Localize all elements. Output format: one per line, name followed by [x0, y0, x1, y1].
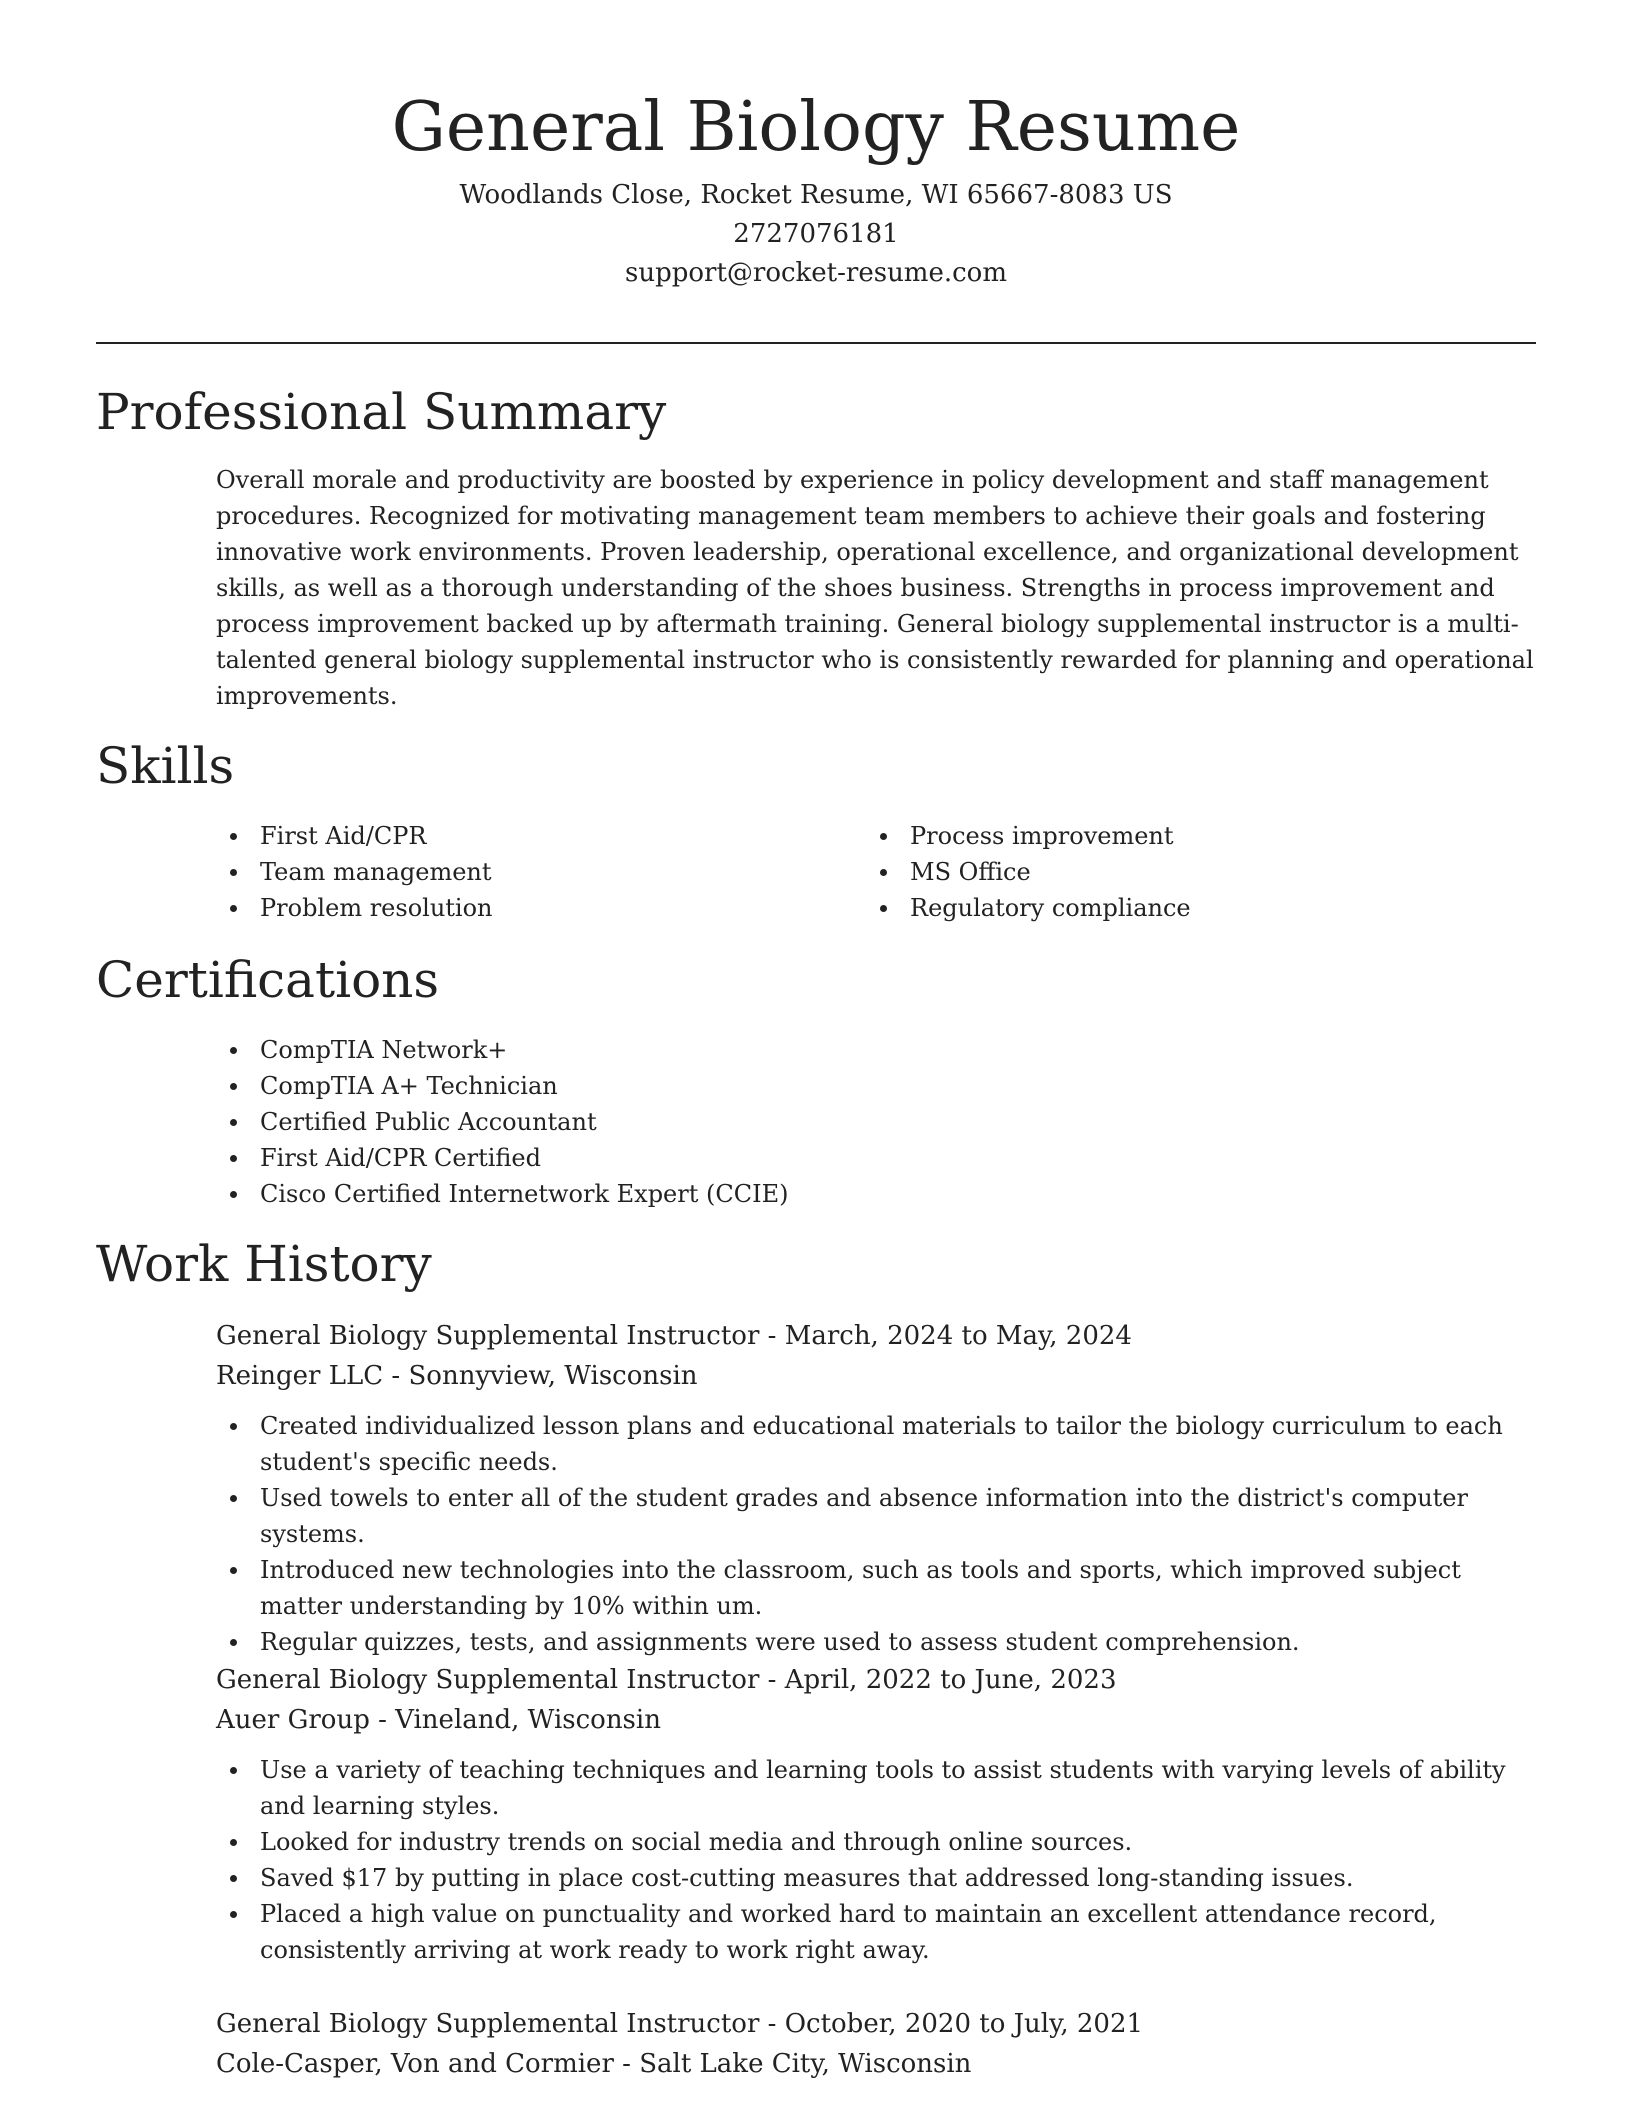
skill-item: MS Office — [866, 854, 1506, 890]
job-bullet: Used towels to enter all of the student grades and absence information into the district's computer systems. — [216, 1480, 1546, 1552]
resume-header — [96, 80, 1536, 293]
certifications-heading: Certifications — [96, 951, 440, 1009]
job-company: Auer Group — [216, 1705, 370, 1735]
job-dates: April, 2022 to June, 2023 — [784, 1665, 1117, 1695]
skills-heading: Skills — [96, 737, 235, 795]
job-company: Cole-Casper, Von and Cormier — [216, 2049, 614, 2079]
header-divider — [96, 342, 1536, 344]
job-bullet: Saved $17 by putting in place cost-cutting measures that addressed long-standing issues. — [216, 1860, 1546, 1896]
job-bullet: Created individualized lesson plans and educational materials to tailor the biology curriculum to each student's specific needs. — [216, 1408, 1546, 1480]
job-separator: - — [613, 2049, 640, 2079]
summary-heading: Professional Summary — [96, 383, 667, 441]
job-role: General Biology Supplemental Instructor — [216, 1321, 760, 1351]
certification-item: CompTIA Network+ — [216, 1032, 1536, 1068]
job-bullet: Introduced new technologies into the classroom, such as tools and sports, which improved subject matter understanding by 10% within um. — [216, 1552, 1546, 1624]
job-dates: October, 2020 to July, 2021 — [784, 2009, 1144, 2039]
certification-item: Cisco Certified Internetwork Expert (CCIE) — [216, 1176, 1536, 1212]
skill-item: Problem resolution — [216, 890, 856, 926]
job-bullet: Regular quizzes, tests, and assignments were used to assess student comprehension. — [216, 1624, 1546, 1660]
job-company-line — [216, 2044, 1546, 2084]
job-role: General Biology Supplemental Instructor — [216, 1665, 760, 1695]
job-entry — [216, 1316, 1546, 1660]
job-bullet: Use a variety of teaching techniques and learning tools to assist students with varying levels of ability and learning styles. — [216, 1752, 1546, 1824]
job-location: Salt Lake City, Wisconsin — [639, 2049, 972, 2079]
skill-item: First Aid/CPR — [216, 818, 856, 854]
certification-item: Certified Public Accountant — [216, 1104, 1536, 1140]
resume-name: General Biology Resume — [391, 88, 1241, 167]
job-entry — [216, 1660, 1546, 1968]
skills-list-left — [216, 818, 856, 926]
certifications-list — [216, 1032, 1536, 1212]
job-separator: - — [759, 1665, 785, 1695]
job-separator: - — [383, 1361, 409, 1391]
job-title-line — [216, 1316, 1546, 1356]
skill-item: Regulatory compliance — [866, 890, 1506, 926]
skill-item: Team management — [216, 854, 856, 890]
skill-item: Process improvement — [866, 818, 1506, 854]
job-location: Vineland, Wisconsin — [395, 1705, 661, 1735]
summary-text: Overall morale and productivity are boosted by experience in policy development and staff management procedures. Recognized for motivating management team members to achieve their goals and fostering innovative work environments. Proven leadership, operational excellence, and organizational development skills, as well as a thorough understanding of the shoes business. Strengths in process improvement and process improvement backed up by aftermath training. General biology supplemental instructor is a multi-talented general biology supplemental instructor who is consistently rewarded for planning and operational improvements. — [216, 466, 1534, 710]
job-bullets — [216, 1752, 1546, 1968]
contact-phone: 2727076181 — [733, 219, 899, 249]
job-separator: - — [759, 2009, 785, 2039]
certification-item: CompTIA A+ Technician — [216, 1068, 1536, 1104]
job-title-line — [216, 2004, 1546, 2044]
job-location: Sonnyview, Wisconsin — [408, 1361, 698, 1391]
skills-list-right — [866, 818, 1506, 926]
certification-item: First Aid/CPR Certified — [216, 1140, 1536, 1176]
job-company-line — [216, 1700, 1546, 1740]
job-separator: - — [369, 1705, 396, 1735]
contact-address: Woodlands Close, Rocket Resume, WI 65667-8083 US — [459, 180, 1173, 210]
job-bullets — [216, 1408, 1546, 1660]
job-title-line — [216, 1660, 1546, 1700]
contact-email: support@rocket-resume.com — [624, 258, 1007, 288]
job-bullet: Looked for industry trends on social media and through online sources. — [216, 1824, 1546, 1860]
job-separator: - — [759, 1321, 785, 1351]
job-bullet: Placed a high value on punctuality and worked hard to maintain an excellent attendance record, consistently arriving at work ready to work right away. — [216, 1896, 1546, 1968]
work-history-heading: Work History — [96, 1235, 432, 1293]
job-company-line — [216, 1356, 1546, 1396]
job-entry — [216, 2004, 1546, 2084]
job-dates: March, 2024 to May, 2024 — [784, 1321, 1132, 1351]
job-company: Reinger LLC — [216, 1361, 384, 1391]
job-role: General Biology Supplemental Instructor — [216, 2009, 760, 2039]
